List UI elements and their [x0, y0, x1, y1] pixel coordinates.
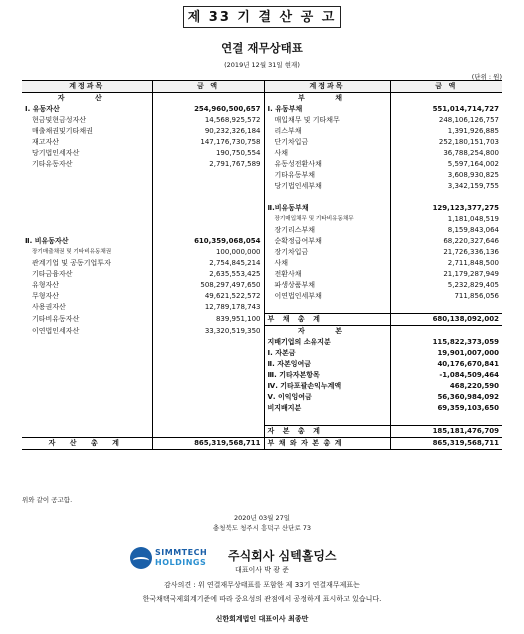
right-account: Ⅲ. 기타자본항목	[267, 371, 320, 379]
right-amount: 468,220,590	[390, 381, 502, 392]
left-account: 유형자산	[32, 281, 60, 289]
right-account	[264, 414, 390, 426]
left-amount	[152, 392, 264, 403]
audit-opinion-line1: 감사의견 : 위 연결재무상태표를 포함한 제 33기 연결재무제표는	[164, 581, 360, 589]
left-amount	[152, 414, 264, 426]
left-account: 무형자산	[32, 292, 60, 300]
right-account: 유동성전환사채	[274, 160, 322, 168]
left-amount: 49,621,522,572	[152, 291, 264, 302]
table-row	[22, 148, 502, 159]
right-amount: 5,232,829,405	[390, 280, 502, 291]
right-account: 이연법인세부채	[274, 292, 322, 300]
table-row	[22, 159, 502, 170]
table-row	[22, 203, 502, 214]
left-amount: 100,000,000	[152, 247, 264, 258]
logo-text-line1: SIMMTECH	[155, 548, 208, 557]
table-row	[22, 214, 502, 225]
left-amount	[152, 192, 264, 203]
right-amount	[390, 93, 502, 105]
right-account: 기타유동부채	[274, 171, 316, 179]
right-account: 사채	[274, 259, 289, 267]
right-amount: 252,180,151,703	[390, 137, 502, 148]
left-amount: 90,232,326,184	[152, 126, 264, 137]
right-account: 단기차입금	[274, 138, 309, 146]
table-body	[22, 93, 502, 438]
auditor-name: 신한회계법인 대표이사 최종만	[215, 615, 309, 623]
left-amount: 147,176,730,758	[152, 137, 264, 148]
right-account: Ⅱ.비유동부채	[267, 204, 309, 212]
left-amount	[152, 359, 264, 370]
right-amount	[390, 414, 502, 426]
right-account: 지배기업의 소유지분	[267, 338, 331, 346]
left-account: 이연법인세자산	[32, 326, 80, 335]
table-row	[22, 247, 502, 258]
right-amount: 21,726,336,136	[390, 247, 502, 258]
company-address: 충청북도 청주시 흥덕구 산단로 73	[212, 524, 312, 532]
left-amount	[152, 370, 264, 381]
table-row	[22, 314, 502, 326]
left-account: 재고자산	[32, 138, 60, 146]
left-account: Ⅱ. 비유동자산	[25, 237, 69, 245]
table-row	[22, 426, 502, 438]
left-account: 장기매출채권 및 기타비유동채권	[32, 249, 112, 255]
right-account: Ⅱ. 자본잉여금	[267, 360, 312, 368]
right-amount: 129,123,377,275	[390, 203, 502, 214]
left-amount: 12,789,178,743	[152, 302, 264, 314]
left-account	[22, 203, 152, 214]
table-row	[22, 192, 502, 203]
right-amount: 680,138,092,002	[390, 314, 502, 326]
left-amount: 508,297,497,650	[152, 280, 264, 291]
right-amount: 1,181,048,519	[390, 214, 502, 225]
table-row	[22, 291, 502, 302]
left-amount: 254,960,500,657	[152, 104, 264, 115]
right-amount: 551,014,714,727	[390, 104, 502, 115]
left-amount: 2,754,845,214	[152, 258, 264, 269]
total-assets-label: 자 산 총 계	[22, 438, 152, 450]
table-row	[22, 225, 502, 236]
right-account: 순확정급여부채	[274, 237, 322, 245]
right-amount: 19,901,007,000	[390, 348, 502, 359]
left-amount	[152, 181, 264, 192]
right-account: 부 채	[298, 94, 356, 102]
left-account: 자 산	[57, 94, 116, 102]
right-account: 자 본 총 계	[264, 426, 390, 438]
left-account: 관계기업 및 공동기업투자	[32, 259, 111, 267]
right-account: 장기리스부채	[274, 226, 316, 234]
left-account: 당기법인세자산	[32, 149, 80, 157]
after-note: 위와 같이 공고함.	[22, 496, 73, 504]
right-amount: 21,179,287,949	[390, 269, 502, 280]
right-amount: -1,084,509,464	[390, 370, 502, 381]
header-left-amount: 금 액	[152, 81, 264, 93]
table-row	[22, 348, 502, 359]
table-row	[22, 414, 502, 426]
table-row	[22, 181, 502, 192]
table-row	[22, 104, 502, 115]
announce-date: 2020년 03월 27일	[233, 514, 291, 522]
right-amount	[390, 302, 502, 314]
total-liab-equity-label: 부 채 와 자 본 총 계	[264, 438, 390, 450]
left-amount: 839,951,100	[152, 314, 264, 326]
right-account: Ⅰ. 자본금	[267, 349, 296, 357]
table-row	[22, 392, 502, 403]
table-row	[22, 370, 502, 381]
left-amount	[152, 426, 264, 438]
table-row	[22, 280, 502, 291]
right-amount: 8,159,843,064	[390, 225, 502, 236]
audit-opinion-line2: 한국채택국제회계기준에 따라 중요성의 관점에서 공정하게 표시하고 있습니다.	[142, 595, 382, 603]
left-amount: 14,568,925,572	[152, 115, 264, 126]
logo-text-line2: HOLDINGS	[155, 558, 207, 567]
left-account	[22, 337, 152, 348]
left-account	[22, 214, 152, 225]
table-row	[22, 170, 502, 181]
right-amount: 3,608,930,825	[390, 170, 502, 181]
table-header	[22, 81, 502, 93]
balance-sheet-table	[22, 80, 502, 450]
left-account	[22, 392, 152, 403]
left-account	[22, 359, 152, 370]
notice-title: 제 33 기 결 산 공 고	[183, 6, 341, 28]
right-account: Ⅳ. 기타포괄손익누계액	[267, 382, 342, 390]
header-right-account: 계정과목	[264, 81, 390, 93]
left-amount	[152, 225, 264, 236]
right-account: 파생상품부채	[274, 281, 316, 289]
left-account: 기타비유동자산	[32, 315, 80, 323]
right-amount: 248,106,126,757	[390, 115, 502, 126]
left-amount: 2,635,553,425	[152, 269, 264, 280]
table-row	[22, 236, 502, 247]
header-right-amount: 금 액	[390, 81, 502, 93]
ceo-name: 대표이사 박 광 준	[234, 566, 289, 574]
left-amount	[152, 403, 264, 414]
right-account: 매입채무 및 기타채무	[274, 116, 340, 124]
right-account: 자 본	[298, 327, 356, 335]
left-amount: 190,750,554	[152, 148, 264, 159]
table-row	[22, 126, 502, 137]
table-row	[22, 337, 502, 348]
right-account: 사채	[274, 149, 289, 157]
right-account	[264, 192, 390, 203]
right-amount: 56,360,984,092	[390, 392, 502, 403]
right-account: 부 채 총 계	[264, 314, 390, 326]
left-amount	[152, 170, 264, 181]
right-account: 리스부채	[274, 127, 302, 135]
right-amount	[390, 326, 502, 338]
total-assets-value: 865,319,568,711	[152, 438, 264, 450]
table-row	[22, 115, 502, 126]
table-row	[22, 359, 502, 370]
right-amount: 36,788,254,800	[390, 148, 502, 159]
left-account: Ⅰ. 유동자산	[25, 105, 60, 113]
base-date: (2019년 12월 31일 현재)	[224, 61, 300, 69]
left-amount	[152, 214, 264, 225]
company-name: 주식회사 심텍홀딩스	[228, 549, 337, 563]
left-account: 사용권자산	[32, 303, 66, 312]
right-amount: 711,856,056	[390, 291, 502, 302]
total-liab-equity-value: 865,319,568,711	[390, 438, 502, 450]
right-amount: 40,176,670,841	[390, 359, 502, 370]
right-account: 비지배지분	[267, 404, 302, 412]
table-row	[22, 137, 502, 148]
right-amount: 2,711,848,500	[390, 258, 502, 269]
left-amount: 2,791,767,589	[152, 159, 264, 170]
unit-label: (단위 : 원)	[471, 73, 502, 81]
table-row	[22, 326, 502, 338]
table-row	[22, 258, 502, 269]
left-account	[22, 348, 152, 359]
left-amount	[152, 381, 264, 392]
left-account: 현금및현금성자산	[32, 116, 87, 124]
left-amount	[152, 93, 264, 105]
table-row	[22, 403, 502, 414]
left-account	[22, 414, 152, 426]
right-amount: 1,391,926,885	[390, 126, 502, 137]
table-row	[22, 302, 502, 314]
left-amount: 610,359,068,054	[152, 236, 264, 247]
table-row	[22, 381, 502, 392]
left-amount	[152, 203, 264, 214]
right-account: 전환사채	[274, 270, 302, 278]
right-amount: 185,181,476,709	[390, 426, 502, 438]
left-account	[22, 192, 152, 203]
left-account: 기타유동자산	[32, 160, 73, 168]
right-account: 당기법인세부채	[274, 182, 322, 190]
right-account	[264, 302, 390, 314]
right-account: 장기매입채무 및 기타비유동채무	[274, 216, 354, 222]
left-account: 기타금융자산	[32, 270, 73, 278]
left-account	[22, 426, 152, 438]
left-amount: 33,320,519,350	[152, 326, 264, 338]
left-account	[22, 170, 152, 181]
right-account: Ⅰ. 유동부채	[267, 105, 303, 113]
left-account	[22, 225, 152, 236]
left-amount	[152, 348, 264, 359]
right-amount: 68,220,327,646	[390, 236, 502, 247]
table-row	[22, 93, 502, 105]
statement-title: 연결 재무상태표	[221, 41, 303, 55]
left-account	[22, 403, 152, 414]
table-row-totals	[22, 438, 502, 450]
right-account: 장기차입금	[274, 248, 309, 256]
left-amount	[152, 337, 264, 348]
right-amount: 5,597,164,002	[390, 159, 502, 170]
right-amount: 69,359,103,650	[390, 403, 502, 414]
right-amount	[390, 192, 502, 203]
table-row	[22, 269, 502, 280]
left-account	[22, 181, 152, 192]
left-account	[22, 381, 152, 392]
left-account	[22, 370, 152, 381]
right-account: Ⅴ. 이익잉여금	[267, 393, 312, 401]
header-left-account: 계정과목	[22, 81, 152, 93]
right-amount: 115,822,373,059	[390, 337, 502, 348]
right-amount: 3,342,159,755	[390, 181, 502, 192]
left-account: 매출채권및기타채권	[32, 127, 93, 135]
